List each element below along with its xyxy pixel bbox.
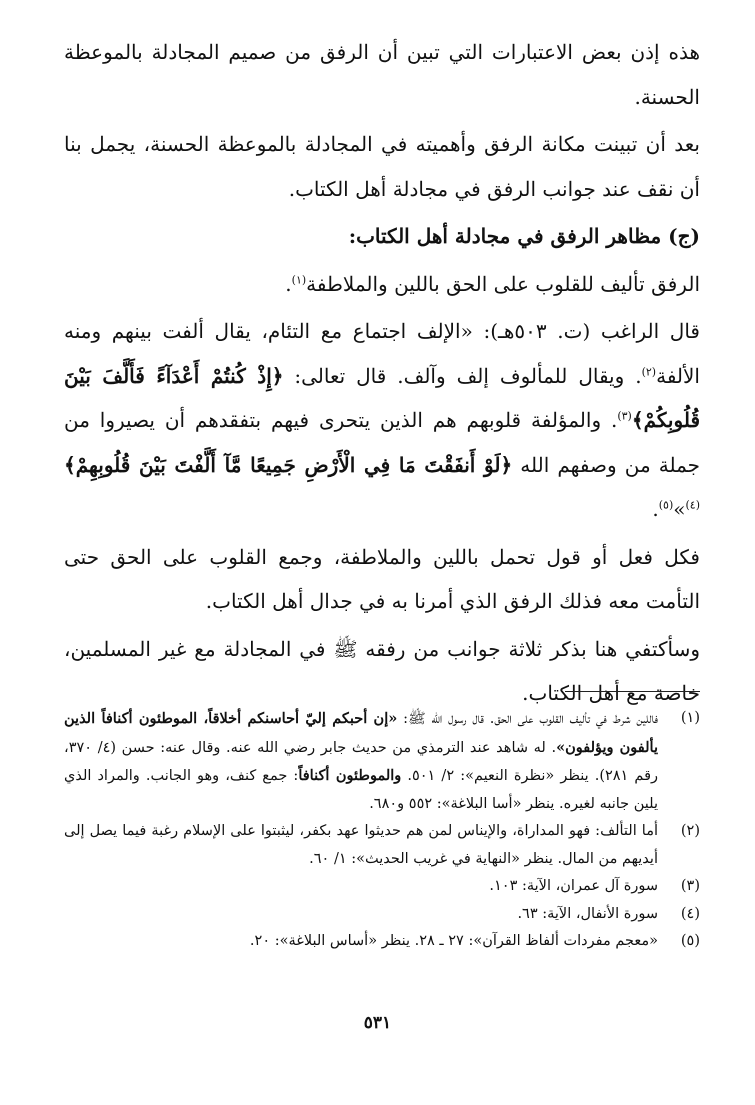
paragraph-4-text-a: قال الراغب (ت. ٥٠٣هـ): «الإلف اجتماع مع التئام، يقال ألفت بينهم ومنه الألفة — [64, 319, 700, 388]
footnote-ref-5[interactable]: (٥) — [658, 498, 674, 512]
paragraph-3: الرفق تأليف للقلوب على الحق باللين والملاطفة$^{(١)}$. — [285, 271, 700, 296]
footnote-number: (٢) — [680, 823, 700, 839]
footnote-5 — [64, 928, 700, 956]
paragraph-2: بعد أن تبينت مكانة الرفق وأهميته في المجادلة بالموعظة الحسنة، يجمل بنا أن نقف عند جوانب الرفق في مجادلة أهل الكتاب. — [64, 132, 700, 201]
footnote-1-term: والموطئون أكنافاً — [298, 767, 402, 784]
footnote-number: (١) — [680, 710, 700, 726]
footnote-number: (٣) — [680, 878, 700, 894]
footnote-1 — [64, 705, 700, 818]
quran-verse-1: ﴿إِذْ كُنتُمْ أَعْدَآءً فَأَلَّفَ بَيْنَ قُلُوبِكُمْ﴾ — [64, 363, 700, 432]
footnote-ref-3[interactable]: (٣) — [617, 409, 632, 423]
quran-verse-2: ﴿لَوْ أَنفَقْتَ مَا فِي الْأَرْضِ جَمِيعًا مَّآ أَلَّفْتَ بَيْنَ قُلُوبِهِمْ﴾ — [64, 452, 513, 477]
paragraph-4-text-b: . ويقال للمألوف إلف وآلف. قال تعالى: — [283, 363, 642, 388]
paragraph-3-text: الرفق تأليف للقلوب على الحق باللين والملاطفة — [306, 271, 700, 296]
footnote-4 — [64, 901, 700, 929]
paragraph-4-text-e: . — [652, 497, 659, 521]
paragraph-4-text-c: . والمؤلفة قلوبهم هم الذين يتحرى فيهم بتفقدهم أن يصيروا من جملة من وصفهم الله — [64, 408, 701, 477]
paragraph-4-text-d: » — [673, 497, 686, 521]
footnote-text: أما التألف: فهو المداراة، والإيناس لمن هم حديثوا عهد بكفر، ليثبتوا على الإسلام رغبة فيما يصل إلى أيديهم من المال. ينظر «النهاية في غريب الحديث»: ١/ ٦٠. — [64, 823, 658, 867]
section-heading: (ج) مظاهر الرفق في مجادلة أهل الكتاب: — [348, 224, 700, 248]
footnote-1-text-e: : جمع كنف، وهو الجانب. والمراد الذي يلين جانبه لغيره. ينظر «أسا البلاغة»: ٥٥٢ و٦٨٠. — [64, 768, 658, 812]
page-number: ٥٣١ — [363, 1013, 392, 1033]
footnote-text: «معجم مفردات ألفاظ القرآن»: ٢٧ ـ ٢٨. ينظر «أساس البلاغة»: ٢٠. — [249, 933, 658, 949]
footnote-number: (٤) — [680, 905, 700, 922]
footnote-ref-4[interactable]: (٤) — [685, 498, 700, 512]
paragraph-6: وسأكتفي هنا بذكر ثلاثة جوانب من رفقه ﷺ في المجادلة مع غير المسلمين، خاصة مع أهل الكتاب. — [64, 636, 700, 705]
footnote-separator — [565, 691, 700, 692]
paragraph-1: هذه إذن بعض الاعتبارات التي تبين أن الرفق من صميم المجادلة بالموعظة الحسنة. — [64, 40, 700, 109]
footnote-2 — [64, 818, 700, 873]
footnote-text — [64, 705, 658, 818]
footnote-1-text-c: . له شاهد عند الترمذي من حديث جابر رضي الله عنه. وقال عنه: حسن (٤/ ٣٧٠، رقم ٢٨١). ينظر «نظرة النعيم»: ٢/ ٥٠١. — [64, 739, 659, 784]
footnote-ref-2[interactable]: (٢) — [641, 364, 657, 378]
footnote-ref-1[interactable]: (١) — [291, 272, 307, 286]
footnote-text: سورة الأنفال، الآية: ٦٣. — [517, 905, 658, 922]
footnotes — [64, 705, 700, 956]
footnote-1-hadith: «إن أحبكم إليّ أحاسنكم أخلاقاً، الموطئون أكنافاً الذين يألفون ويؤلفون» — [64, 710, 658, 756]
paragraph-5: فكل فعل أو قول تحمل باللين والملاطفة، وجمع القلوب على الحق حتى التأمت معه فذلك الرفق الذي أمرنا به في جدال أهل الكتاب. — [64, 544, 700, 613]
footnote-text: سورة آل عمران، الآية: ١٠٣. — [489, 878, 658, 894]
footnote-1-text-a: فاللين شرط في تأليف القلوب على الحق. قال رسول الله ﷺ: — [397, 711, 659, 727]
footnote-3 — [64, 873, 700, 901]
paragraph-4 — [64, 309, 700, 532]
footnote-number: (٥) — [680, 933, 700, 949]
main-text — [64, 30, 700, 716]
